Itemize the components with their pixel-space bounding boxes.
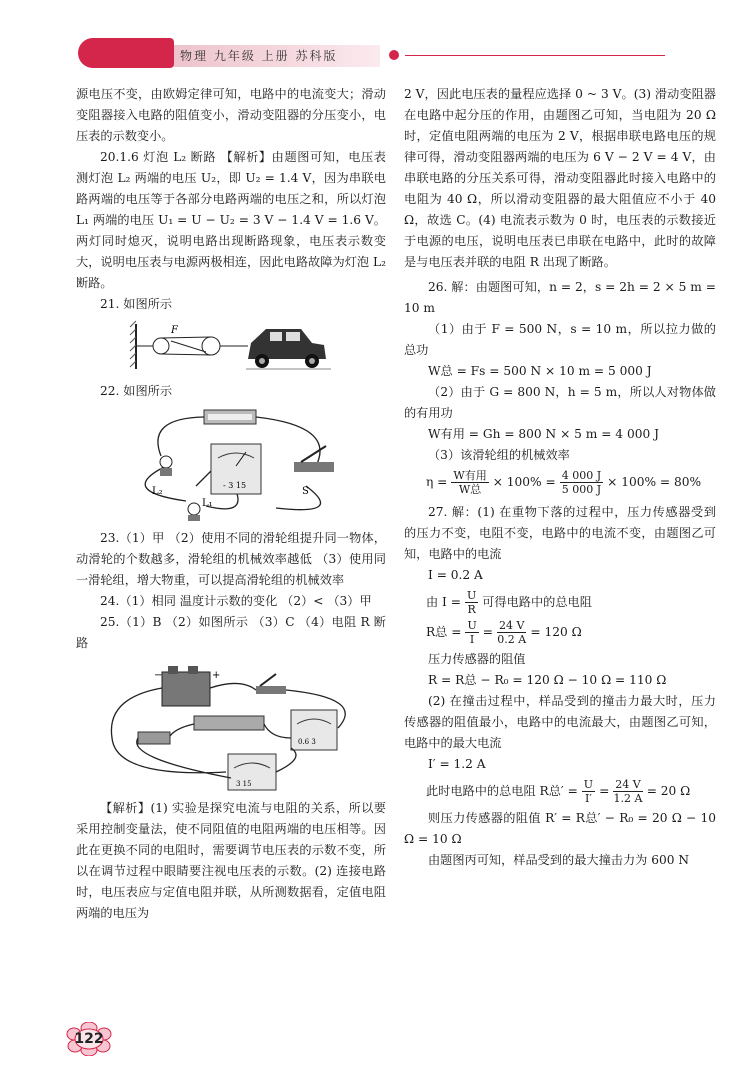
answer-24: 24.（1）相同 温度计示数的变化 （2）< （3）甲 [100,594,372,608]
efficiency-formula [426,469,716,496]
pulley-car-figure [76,319,386,377]
header-tab [78,38,174,68]
ammeter-terminals: 0.6 3 [298,738,316,746]
analysis-25: 【解析】(1) 实验是探究电流与电阻的关系，所以要采用控制变量法，使不同阻值的电阻两端的电压相等。因此在更换不同的电阻时，需要调节电压表的示数不变，所以在调节过程中眼睛要注视电压表的示数。(2) 连接电路时，电压表应与定值电阻并联，从所测数据看，定值电阻两端的电压为 [76,801,386,920]
current-value: I = 0.2 A [428,568,483,582]
eta-mid: × 100% = [492,475,556,489]
answer-26-part1: （1）由于 F = 500 N，s = 10 m，所以拉力做的总功 [404,322,716,357]
battery-plus: + [212,670,221,681]
sensor-resistance-label: 压力传感器的阻值 [428,652,526,666]
fraction-work: $\frac{\text{W有用}}{\text{W总}}$ [453,469,487,496]
answer-26-part2: （2）由于 G = 800 N，h = 5 m，所以人对物体做的有用功 [404,385,716,420]
circuit-figure-25 [76,658,386,794]
header-title: 物理 九年级 上册 苏科版 [180,49,338,63]
left-column [76,84,386,924]
lamp-l1-label: L₁ [202,498,213,509]
answer-21: 21. 如图所示 [100,297,173,311]
paragraph-continued: 源电压不变，由欧姆定律可知，电路中的电流变大；滑动变阻器接入电路的阻值变小，滑动变阻器的分压变小，电压表的示数变小。 [76,87,386,143]
eta-result: × 100% = 80% [607,475,702,489]
right-column [404,84,716,871]
circuit-figure-22 [76,406,386,524]
switch-label: S [302,486,309,497]
meter-terminals: - 3 15 [223,481,247,490]
header-rule [405,55,665,56]
sensor-resistance-formula: R = R总 − R₀ = 120 Ω − 10 Ω = 110 Ω [428,673,667,687]
header-dot [389,50,399,60]
max-force-conclusion: 由题图丙可知，样品受到的最大撞击力为 600 N [428,853,690,867]
answer-26-part3: （3）该滑轮组的机械效率 [428,448,570,462]
answer-26: 26. 解：由题图可知，n = 2，s = 2h = 2 × 5 m = 10 m [404,280,716,315]
battery-minus: − [154,670,163,681]
lamp-l2-label: L₂ [152,486,163,497]
eta-lhs: η = [426,475,448,489]
max-current-value: I′ = 1.2 A [428,757,486,771]
answer-27: 27. 解：(1) 在重物下落的过程中，压力传感器受到的压力不变，电阻不变，电路中的电流不变，由题图乙可知，电路中的电流 [404,505,716,561]
voltmeter-terminals: 3 15 [236,780,252,788]
force-label: F [171,325,178,336]
ohm-law-formula: 由 I = $\frac{U}{R}$ 可得电路中的总电阻 [426,589,592,616]
answer-23: 23.（1）甲 （2）使用不同的滑轮组提升同一物体，动滑轮的个数越多，滑轮组的机械效率越低 （3）使用同一滑轮组，增大物重，可以提高滑轮组的机械效率 [76,531,386,587]
page-number: 122 [74,1031,104,1047]
answer-25: 25.（1）B （2）如图所示 （3）C （4）电阻 R 断路 [76,615,386,650]
analysis-25-continued: 2 V，因此电压表的量程应选择 0 ~ 3 V。(3) 滑动变阻器在电路中起分压的作用，由题图乙可知，当电阻为 20 Ω 时，定值电阻两端的电压为 2 V，根据串联电路电压的规律可得，滑动变阻器两端的电压为 6 V − 2 V = 4 V，由串联电路的分压关系可得，滑动变阻器此时接入电路中的电阻为 40 Ω，所以滑动变阻器的最大阻值应不小于 40 Ω，故选 C。(4) 电流表示数为 0 时，电压表的示数接近于电源的电压，说明电压表已串联在电路中，此时的故障是与电压表并联的电阻 R 出现了断路。 [404,87,716,269]
sensor-resistance-2-formula: 则压力传感器的阻值 R′ = R总′ − R₀ = 20 Ω − 10 Ω = 10 Ω [404,811,716,846]
fraction-values: $\frac{4 000 J}{5 000 J}$ [561,469,602,496]
total-resistance-formula: R总 = $\frac{U}{I}$ = $\frac{24 V}{0.2 A}$ = 120 Ω [426,619,582,646]
answer-20: 20.1.6 灯泡 L₂ 断路 【解析】由题图可知，电压表测灯泡 L₂ 两端的电压 U₂，即 U₂ = 1.4 V，因为串联电路两端的电压等于各部分电路两端的电压之和，所以灯泡 L₁ 两端的电压 U₁ = U − U₂ = 3 V − 1.4 V = 1.6 V。两灯同时熄灭，说明电路出现断路现象，电压表示数变大，说明电压表与电源两极相连，因此电路故障为灯泡 L₂ 断路。 [76,150,386,290]
answer-27-part2: (2) 在撞击过程中，样品受到的撞击力最大时，压力传感器的阻值最小，电路中的电流最大，由题图乙可知，电路中的最大电流 [404,694,716,750]
formula-total-work: W总 = Fs = 500 N × 10 m = 5 000 J [428,364,652,378]
total-resistance-2-formula: 此时电路中的总电阻 R总′ = $\frac{U}{I'}$ = $\frac{24 V}{1.2 A}$ = 20 Ω [426,778,691,805]
answer-22: 22. 如图所示 [100,384,173,398]
formula-useful-work: W有用 = Gh = 800 N × 5 m = 4 000 J [428,427,659,441]
page-number-badge [66,1022,112,1056]
